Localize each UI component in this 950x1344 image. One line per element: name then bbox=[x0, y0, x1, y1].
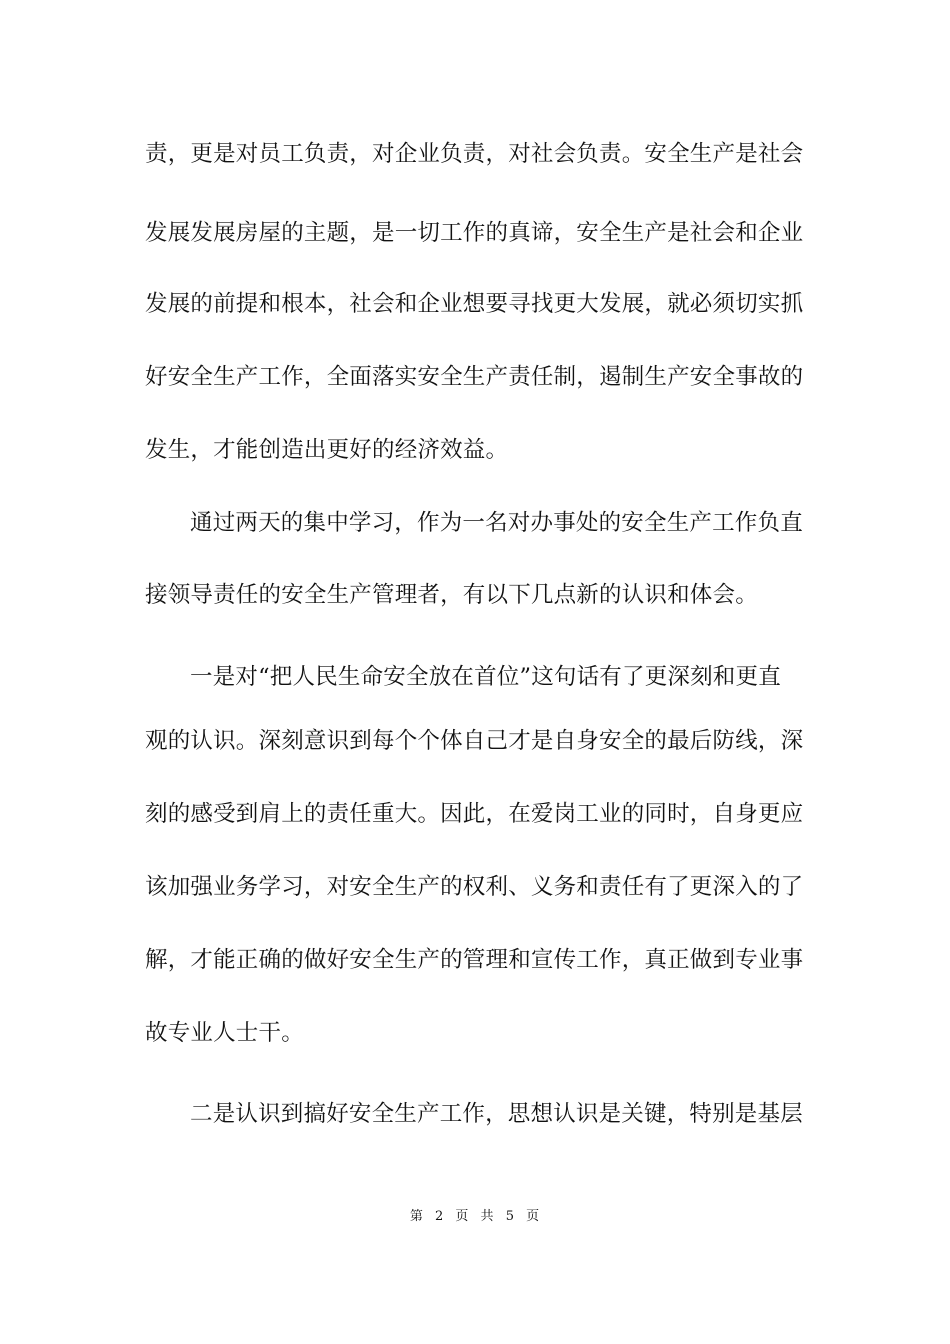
text-line: 解，才能正确的做好安全生产的管理和宣传工作，真正做到专业事 bbox=[145, 947, 804, 973]
text-line: 观的认识。深刻意识到每个个体自己才是自身安全的最后防线，深 bbox=[145, 728, 804, 754]
text-line: 责，更是对员工负责，对企业负责，对社会负责。安全生产是社会 bbox=[145, 141, 804, 167]
text-line: 发展的前提和根本，社会和企业想要寻找更大发展，就必须切实抓 bbox=[145, 291, 804, 317]
text-line: 一是对“把人民生命安全放在首位”这句话有了更深刻和更直 bbox=[190, 664, 781, 690]
text-line: 该加强业务学习，对安全生产的权利、义务和责任有了更深入的了 bbox=[145, 874, 804, 900]
text-line: 通过两天的集中学习，作为一名对办事处的安全生产工作负直 bbox=[190, 510, 803, 536]
text-line: 发展发展房屋的主题，是一切工作的真谛，安全生产是社会和企业 bbox=[145, 220, 804, 246]
text-line: 刻的感受到肩上的责任重大。因此，在爱岗工业的同时，自身更应 bbox=[145, 801, 804, 827]
text-line: 发生，才能创造出更好的经济效益。 bbox=[145, 437, 509, 463]
text-line: 故专业人士干。 bbox=[145, 1020, 304, 1046]
text-line: 接领导责任的安全生产管理者，有以下几点新的认识和体会。 bbox=[145, 582, 758, 608]
text-line: 好安全生产工作，全面落实安全生产责任制，遏制生产安全事故的 bbox=[145, 364, 804, 390]
text-line: 二是认识到搞好安全生产工作，思想认识是关键，特别是基层 bbox=[190, 1101, 803, 1127]
page-number-footer: 第 2 页 共 5 页 bbox=[409, 1209, 541, 1224]
